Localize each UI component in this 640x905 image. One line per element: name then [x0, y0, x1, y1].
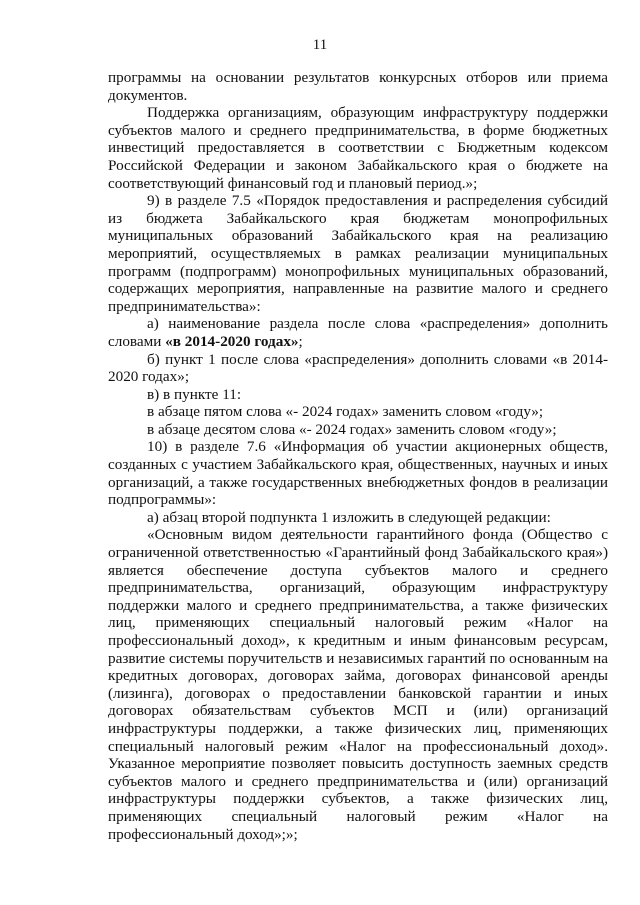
- paragraph-support-investments: Поддержка организациям, образующим инфраструктуру поддержки субъектов малого и среднего предпринимательства, в форме бюджетных инвестиций предоставляется в соответствии с Бюджетным кодексом Российской Федерации и законом Забайкальского края о бюджете на соответствующий финансовый год и плановый период.»;: [108, 104, 608, 192]
- item-9a-bold-text: «в 2014-2020 годах»: [165, 332, 299, 350]
- page-number: 11: [312, 37, 328, 53]
- paragraph-item-9b: б) пункт 1 после слова «распределения» дополнить словами «в 2014-2020 годах»;: [108, 350, 608, 386]
- paragraph-abzac-10: в абзаце десятом слова «- 2024 годах» заменить словом «году»;: [147, 420, 557, 438]
- document-body: [108, 69, 608, 843]
- paragraph-abzac-5: в абзаце пятом слова «- 2024 годах» заменить словом «году»;: [147, 403, 544, 421]
- paragraph-item-9: 9) в разделе 7.5 «Порядок предоставления и распределения субсидий из бюджета Забайкальского края бюджетам монопрофильных муниципальных образований Забайкальского края на реализацию мероприятий, осуществляемых в рамках реализации муниципальных программ (подпрограмм) монопрофильных муниципальных образований, содержащих мероприятия, направленные на развитие малого и среднего предпринимательства»:: [108, 192, 608, 315]
- item-9a-text: а) наименование раздела после слова «распределения» дополнить словами: [108, 315, 608, 350]
- item-9a-end: ;: [298, 332, 303, 350]
- paragraph-item-9a: [108, 315, 608, 350]
- paragraph-continuation: программы на основании результатов конкурсных отборов или приема документов.: [108, 69, 608, 104]
- paragraph-item-9v: в) в пункте 11:: [147, 385, 242, 403]
- paragraph-guarantee-fund: «Основным видом деятельности гарантийного фонда (Общество с ограниченной ответственностью «Гарантийный фонд Забайкальского края») является обеспечение доступа субъектов малого и среднего предпринимательства, организаций, образующим инфраструктуру поддержки малого и среднего предпринимательства, а также физических лиц, применяющих специальный налоговый режим «Налог на профессиональный доход», к кредитным и иным финансовым ресурсам, развитие системы поручительств и независимых гарантий по основанным на кредитных договорах, договорах займа, договорах финансовой аренды (лизинга), договорах о предоставлении банковской гарантии и иных договорах обязательствам субъектов МСП и (или) организаций инфраструктуры поддержки, а также физических лиц, применяющих специальный налоговый режим «Налог на профессиональный доход». Указанное мероприятие позволяет повысить доступность заемных средств субъектов малого и среднего предпринимательства и (или) организаций инфраструктуры поддержки субъектов, а также физических лиц, применяющих специальный налоговый режим «Налог на профессиональный доход»;»;: [108, 526, 608, 843]
- paragraph-item-10: 10) в разделе 7.6 «Информация об участии акционерных обществ, созданных с участием Забайкальского края, общественных, научных и иных организаций, а также государственных внебюджетных фондов в реализации подпрограммы»:: [108, 438, 608, 509]
- paragraph-item-10a: а) абзац второй подпункта 1 изложить в следующей редакции:: [147, 508, 551, 526]
